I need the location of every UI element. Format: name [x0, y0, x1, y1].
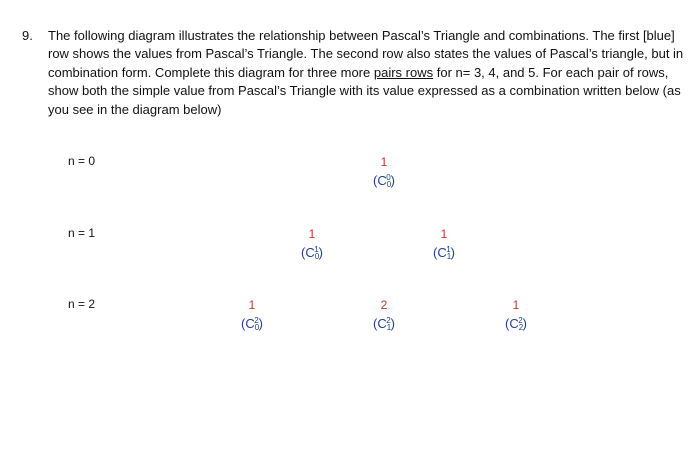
pascal-value: 1 — [380, 155, 388, 169]
row-label-n0: n = 0 — [68, 154, 96, 168]
row-label-n2: n = 2 — [68, 297, 96, 311]
pascal-value: 1 — [440, 227, 448, 241]
combination-notation: $(C_2^2)$ — [505, 316, 527, 332]
row-label-n1: n = 1 — [68, 226, 96, 240]
question-text-part2: for n= 3, 4, and 5. For each pair of rows, show both the simple value from Pascal’s Triangle with its value expressed as a combination written below (as you see in the diagram below) — [48, 64, 681, 117]
triangle-entry-n2-k1 — [354, 298, 414, 337]
triangle-entry-n2-k0 — [222, 298, 282, 337]
triangle-entry-n0-k0 — [354, 155, 414, 194]
pascal-value: 1 — [308, 227, 316, 241]
pascal-value: 2 — [380, 298, 388, 312]
question-text-part1: The following diagram illustrates the relationship between Pascal’s Triangle and combinations. The first [blue] row shows the values from Pascal’s Triangle. The second row also states the values of Pascal’s triangle, but in combination form. Complete this diagram for three more — [48, 28, 684, 80]
question-number: 9. — [22, 28, 33, 43]
combination-notation: $(C_0^2)$ — [241, 316, 263, 332]
triangle-entry-n1-k1 — [414, 227, 474, 266]
question-text — [48, 27, 684, 119]
question-underlined-phrase: pairs rows — [373, 64, 434, 80]
combination-notation: $(C_1^2)$ — [373, 316, 395, 332]
pascal-value: 1 — [248, 298, 256, 312]
combination-notation: $(C_1^1)$ — [433, 245, 455, 261]
combination-notation: $(C_0^1)$ — [301, 245, 323, 261]
combination-notation: $(C_0^0)$ — [373, 173, 395, 189]
triangle-entry-n2-k2 — [486, 298, 546, 337]
triangle-entry-n1-k0 — [282, 227, 342, 266]
pascal-value: 1 — [512, 298, 520, 312]
